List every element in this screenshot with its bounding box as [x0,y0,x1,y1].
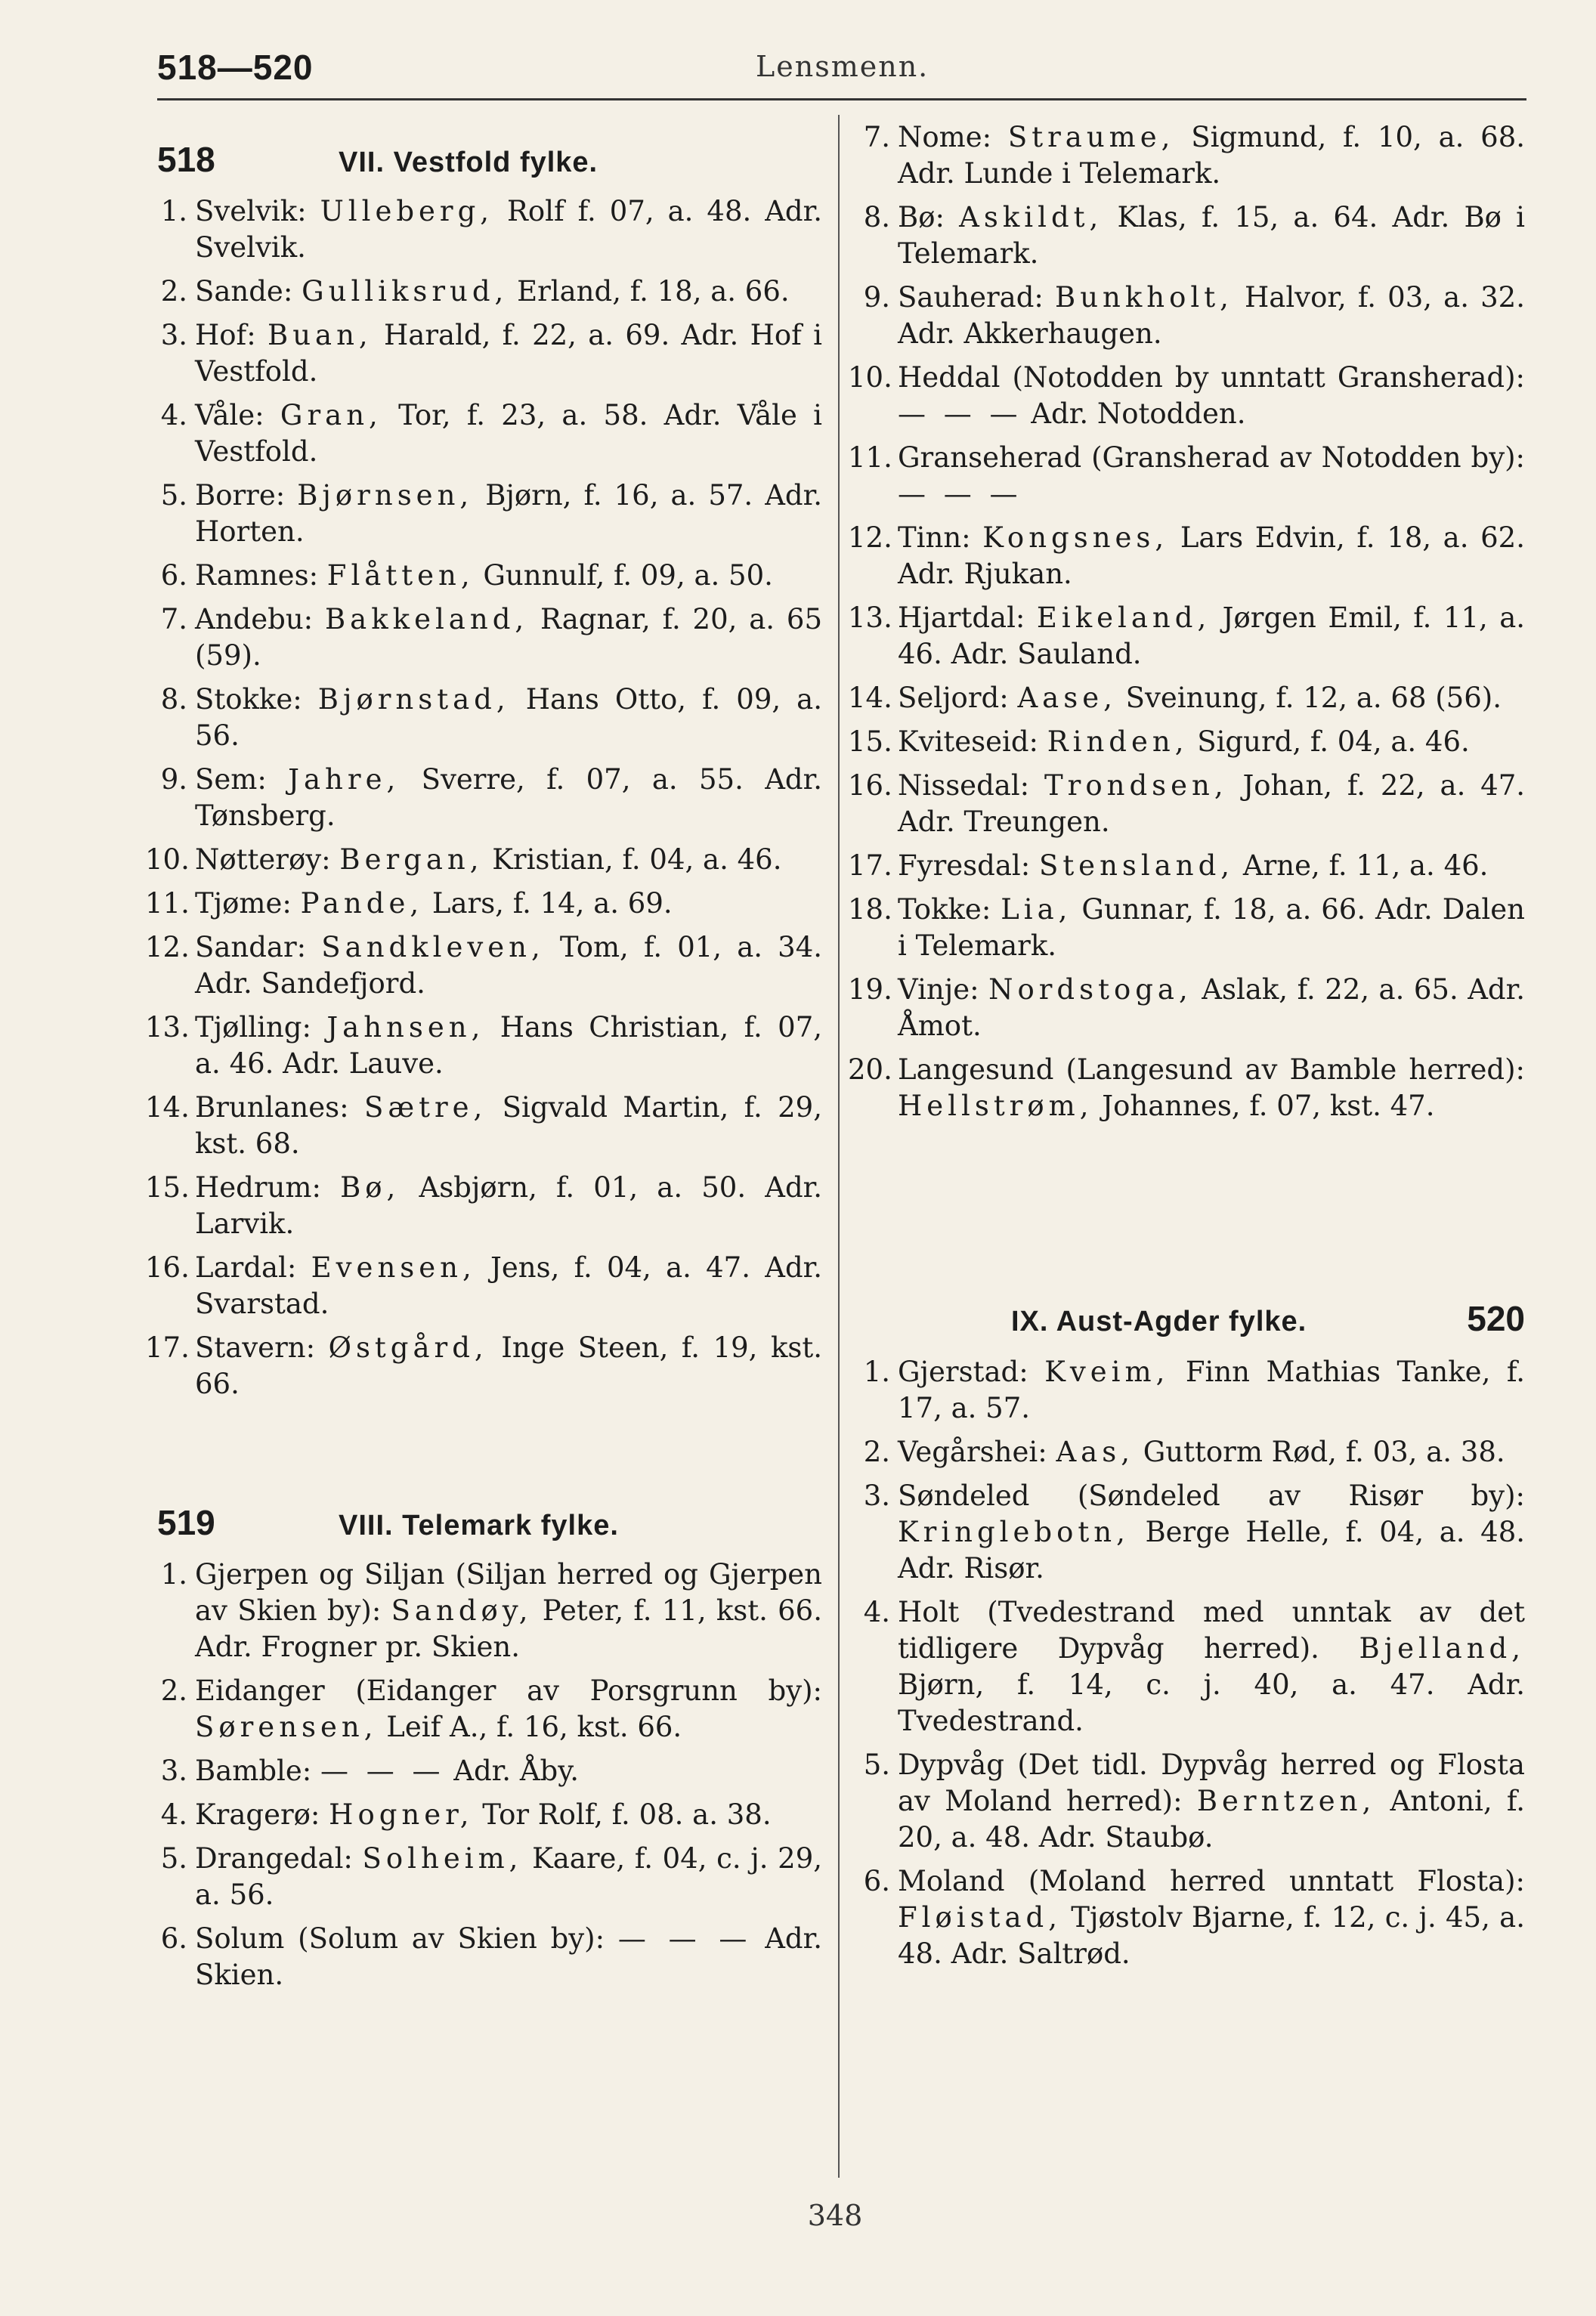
entry-place: Våle: [195,399,264,431]
entry-number: 3. [160,1755,187,1787]
entry-details: Gunnulf, f. 09, a. 50. [483,559,773,592]
entry-name: Kringlebotn, [898,1516,1130,1548]
entry-place: Hedrum: [195,1171,321,1204]
section-code: 518 [157,140,215,179]
entry-name: Askildt, [959,201,1103,233]
entry-place: Nome: [898,121,992,153]
entry-number: 5. [160,479,187,512]
entry-details: Sveinung, f. 12, a. 68 (56). [1125,682,1502,714]
section-code: 520 [1467,1299,1525,1338]
entry-details: Halvor, f. 03, a. 32. Adr. Akkerhaugen. [898,281,1525,350]
entry-item [860,1434,1525,1470]
entry-item [848,724,1525,760]
entry-details: Bjørn, f. 16, a. 57. Adr. Horten. [195,479,822,548]
entry-item [157,1753,822,1789]
entry-name: Fløistad, [898,1901,1062,1934]
entry-details: Bjørn, f. 14, c. j. 40, a. 47. Adr. Tvedestrand. [898,1668,1525,1737]
entry-name: Eikeland, [1036,601,1211,634]
entry-item [860,1594,1525,1739]
entry-item [848,520,1525,592]
entry-name: Gulliksrud, [302,275,509,308]
entry-details: Sigvald Martin, f. 29, kst. 68. [195,1091,822,1160]
entry-place: Stokke: [195,683,302,716]
entry-place: Kviteseid: [898,725,1039,758]
entry-number: 12. [848,521,892,554]
section-title: VIII. Telemark fylke. [339,1510,619,1541]
entry-name: — — — [898,478,1022,510]
entry-name: Jahre, [288,763,401,796]
entry-details: Inge Steen, f. 19, kst. 66. [195,1331,823,1400]
entry-name: Bunkholt, [1055,281,1233,314]
entry-item [145,842,822,878]
entry-details: Klas, f. 15, a. 64. Adr. Bø i Telemark. [898,201,1526,270]
entry-place: Ramnes: [195,559,319,592]
column-divider [838,115,840,2178]
entry-number: 4. [160,1798,187,1831]
entry-item [145,1170,823,1242]
entry-place: Sem: [195,763,267,796]
entry-details: Peter, f. 11, kst. 66. Adr. Frogner pr. Skien. [195,1594,822,1663]
entry-place: Bamble: [195,1755,312,1787]
entry-name: Ulleberg, [320,195,494,227]
entry-number: 8. [863,201,890,233]
entry-name: Sandkleven, [321,931,545,963]
entry-name: Sætre, [363,1091,487,1124]
entry-name: Gran, [280,399,382,431]
entry-details: Berge Helle, f. 04, a. 48. Adr. Risør. [898,1516,1526,1585]
entry-number: 5. [863,1749,890,1781]
entry-details: Leif A., f. 16, kst. 66. [386,1711,682,1743]
entry-details: Hans Otto, f. 09, a. 56. [195,683,823,752]
entry-place: Nissedal: [898,769,1030,802]
section-header-519 [157,1493,822,1557]
entry-place: Tjøme: [195,887,292,920]
entry-name: Straume, [1007,121,1175,153]
entry-details: Johan, f. 22, a. 47. Adr. Treungen. [898,769,1526,838]
entry-number: 14. [145,1091,190,1124]
entry-place: Gjerpen og Siljan (Siljan herred og Gjerpen av Skien by): [195,1558,822,1627]
entry-place: Hjartdal: [898,601,1025,634]
entry-details: Tom, f. 01, a. 34. Adr. Sandefjord. [195,931,822,1000]
entry-number: 13. [145,1011,190,1044]
entry-number: 6. [863,1865,890,1897]
entry-details: Kaare, f. 04, c. j. 29, a. 56. [195,1842,823,1911]
entry-number: 3. [160,319,187,351]
entry-item [860,1747,1525,1856]
entry-details: Kristian, f. 04, a. 46. [492,843,782,876]
entry-item [157,478,822,550]
entry-place: Nøtterøy: [195,843,331,876]
entry-details: Ragnar, f. 20, a. 65 (59). [195,603,823,672]
entry-name: Bjørnstad, [317,683,510,716]
entry-item [157,1921,822,1993]
entry-details: Tor, f. 23, a. 58. Adr. Våle i Vestfold. [195,399,822,468]
page-range: 518—520 [157,48,314,87]
entry-item [848,360,1525,432]
entry-details: Hans Christian, f. 07, a. 46. Adr. Lauve. [195,1011,823,1080]
entry-details: Rolf f. 07, a. 48. Adr. Svelvik. [195,195,823,264]
entry-place: Søndeled (Søndeled av Risør by): [898,1480,1525,1512]
entry-place: Heddal (Notodden by unntatt Gransherad): [898,361,1525,394]
section-title: IX. Aust-Agder fylke. [1011,1306,1307,1337]
entry-place: Bø: [898,201,945,233]
entry-item [860,1863,1525,1972]
entry-place: Gjerstad: [898,1356,1028,1388]
left-column [145,130,823,2001]
entry-details: Arne, f. 11, a. 46. [1242,849,1489,882]
entry-number: 9. [160,763,187,796]
entry-number: 19. [848,973,892,1006]
entry-number: 1. [160,1558,187,1591]
entry-details: Sigmund, f. 10, a. 68. Adr. Lunde i Telemark. [898,121,1526,190]
entry-place: Fyresdal: [898,849,1031,882]
entry-item [860,1354,1525,1427]
entry-item [157,1841,822,1913]
entry-item [860,1478,1525,1587]
header-rule [157,98,1526,100]
entry-place: Dypvåg (Det tidl. Dypvåg herred og Flosta av Moland herred): [898,1749,1525,1817]
section-code: 519 [157,1503,215,1542]
entry-number: 4. [863,1596,890,1628]
entry-details: Gunnar, f. 18, a. 66. Adr. Dalen i Telemark. [898,893,1525,962]
entry-number: 11. [145,887,190,920]
entry-name: Berntzen, [1196,1785,1376,1817]
entry-name: Bergan, [339,843,484,876]
entry-item [848,972,1526,1044]
entry-item [848,848,1525,884]
entry-place: Seljord: [898,682,1009,714]
entry-name: Nordstoga, [988,973,1192,1006]
entry-number: 1. [863,1356,890,1388]
entry-name: Bakkeland, [324,603,529,635]
entry-name: Pande, [300,887,424,920]
entry-number: 17. [145,1331,190,1364]
section-title: VII. Vestfold fylke. [339,147,598,178]
entry-place: Lardal: [195,1251,297,1284]
entry-item [848,1052,1525,1124]
entry-item [145,886,822,922]
entry-name: Solheim, [362,1842,523,1875]
entry-name: Kongsnes, [982,521,1169,554]
entry-name: — — — [320,1755,445,1787]
entry-name: Rinden, [1047,725,1189,758]
entry-list-aust-agder [860,1354,1525,1972]
entry-details: Guttorm Rød, f. 03, a. 38. [1143,1436,1505,1468]
entry-name: Flåtten, [326,559,475,592]
entry-name: Aas, [1056,1436,1134,1468]
entry-place: Hof: [195,319,256,351]
entry-item [157,682,822,754]
entry-item [157,317,822,390]
entry-place: Vegårshei: [898,1436,1047,1468]
entry-place: Drangedal: [195,1842,353,1875]
entry-place: Moland (Moland herred unntatt Flosta): [898,1865,1525,1897]
entry-details: Adr. Skien. [195,1922,822,1991]
entry-name: — — — [617,1922,752,1955]
entry-number: 14. [848,682,892,714]
entry-item [157,762,822,834]
entry-details: Lars, f. 14, a. 69. [431,887,673,920]
entry-item [157,193,822,266]
entry-number: 9. [863,281,890,314]
entry-details: Erland, f. 18, a. 66. [517,275,790,308]
entry-name: Lia, [1001,893,1072,926]
entry-name: Evensen, [311,1251,476,1284]
entry-details: Johannes, f. 07, kst. 47. [1102,1090,1435,1122]
entry-number: 16. [145,1251,190,1284]
running-title: Lensmenn. [756,50,929,83]
entry-details: Harald, f. 22, a. 69. Adr. Hof i Vestfold. [195,319,822,388]
entry-name: Bjørnsen, [297,479,474,512]
entry-number: 2. [160,1674,187,1707]
entry-place: Vinje: [898,973,979,1006]
entry-name: Sørensen, [195,1711,378,1743]
entry-number: 15. [848,725,892,758]
entry-details: Lars Edvin, f. 18, a. 62. Adr. Rjukan. [898,521,1525,590]
entry-place: Borre: [195,479,286,512]
entry-number: 5. [160,1842,187,1875]
entry-item [157,601,822,674]
entry-place: Solum (Solum av Skien by): [195,1922,605,1955]
entry-list-telemark-part1 [157,1557,822,1993]
entry-list-vestfold [145,193,823,1402]
entry-name: Sandøy, [391,1594,533,1627]
entry-name: Stensland, [1038,849,1235,882]
entry-number: 13. [848,601,892,634]
entry-list-telemark-part2 [848,119,1526,1124]
entry-number: 18. [848,893,892,926]
entry-item [157,1673,822,1746]
entry-number: 15. [145,1171,190,1204]
entry-item [157,1557,822,1665]
entry-item [848,440,1525,512]
entry-item [145,929,822,1002]
entry-item [157,274,822,310]
entry-number: 20. [848,1053,892,1086]
entry-number: 16. [848,769,892,802]
entry-place: Tokke: [898,893,991,926]
entry-number: 4. [160,399,187,431]
entry-name: Kveim, [1044,1356,1170,1388]
entry-place: Granseherad (Gransherad av Notodden by): [898,441,1525,474]
entry-number: 7. [863,121,890,153]
right-column [848,119,1526,1980]
section-header-520 [860,1291,1525,1354]
entry-number: 7. [160,603,187,635]
entry-details: Finn Mathias Tanke, f. 17, a. 57. [898,1356,1525,1424]
entry-place: Sauherad: [898,281,1044,314]
entry-number: 12. [145,931,190,963]
entry-place: Andebu: [195,603,314,635]
entry-item [145,1010,823,1082]
entry-number: 10. [848,361,892,394]
entry-name: Aase, [1017,682,1117,714]
entry-item [848,680,1525,716]
page-number: 348 [807,2199,863,2232]
entry-place: Kragerø: [195,1798,320,1831]
entry-number: 6. [160,1922,187,1955]
entry-place: Eidanger (Eidanger av Porsgrunn by): [195,1674,822,1707]
entry-details: Tjøstolv Bjarne, f. 12, c. j. 45, a. 48. Adr. Saltrød. [898,1901,1525,1970]
entry-name: Trondsen, [1044,769,1228,802]
entry-place: Sande: [195,275,293,308]
entry-number: 10. [145,843,190,876]
entry-place: Sandar: [195,931,307,963]
entry-place: Brunlanes: [195,1091,349,1124]
entry-name: Hellstrøm, [898,1090,1093,1122]
entry-place: Holt (Tvedestrand med unntak av det tidligere Dypvåg herred). [898,1596,1525,1665]
entry-number: 11. [848,441,892,474]
entry-number: 1. [160,195,187,227]
entry-number: 2. [160,275,187,308]
entry-name: Buan, [268,319,373,351]
entry-item [860,119,1525,192]
entry-name: Hogner, [329,1798,474,1831]
entry-item [157,558,822,594]
entry-item [860,199,1525,272]
entry-details: Adr. Notodden. [1031,397,1246,430]
entry-details: Sigurd, f. 04, a. 46. [1197,725,1470,758]
entry-details: Sverre, f. 07, a. 55. Adr. Tønsberg. [195,763,822,832]
entry-number: 6. [160,559,187,592]
entry-name: — — — [898,397,1022,430]
entry-item [157,397,822,470]
entry-details: Tor Rolf, f. 08. a. 38. [482,1798,772,1831]
entry-item [145,1090,822,1162]
entry-name: Bø, [340,1171,401,1204]
entry-number: 2. [863,1436,890,1468]
entry-place: Langesund (Langesund av Bamble herred): [898,1053,1525,1086]
entry-place: Svelvik: [195,195,307,227]
entry-item [848,892,1525,964]
entry-place: Stavern: [195,1331,316,1364]
entry-name: Jahnsen, [326,1011,485,1044]
entry-details: Jens, f. 04, a. 47. Adr. Svarstad. [195,1251,823,1320]
entry-details: Jørgen Emil, f. 11, a. 46. Adr. Sauland. [898,601,1526,670]
entry-name: Bjelland, [1359,1632,1525,1665]
entry-item [848,600,1526,673]
entry-number: 8. [160,683,187,716]
entry-name: Østgård, [328,1331,488,1364]
entry-item [145,1250,823,1322]
entry-item [848,768,1526,840]
entry-details: Antoni, f. 20, a. 48. Adr. Staubø. [898,1785,1525,1854]
entry-item [157,1797,822,1833]
entry-place: Tjølling: [195,1011,311,1044]
entry-details: Asbjørn, f. 01, a. 50. Adr. Larvik. [195,1171,823,1240]
entry-number: 3. [863,1480,890,1512]
entry-item [860,280,1525,352]
section-header-518 [157,130,822,193]
entry-details: Adr. Åby. [453,1755,579,1787]
entry-item [145,1330,823,1402]
page-header [0,0,1596,106]
entry-place: Tinn: [898,521,971,554]
entry-details: Aslak, f. 22, a. 65. Adr. Åmot. [898,973,1526,1042]
entry-number: 17. [848,849,892,882]
